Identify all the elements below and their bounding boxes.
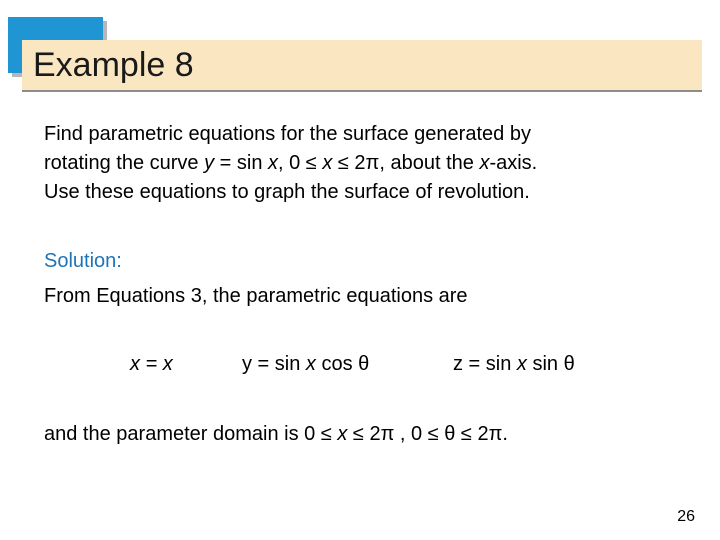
problem-line-2-part: = sin: [214, 152, 269, 174]
equation-z: [453, 350, 575, 379]
var-x: x: [268, 152, 279, 174]
equation-x: [130, 350, 173, 379]
parameter-domain: [44, 420, 508, 449]
problem-line-2-part: , 0 ≤: [278, 152, 323, 174]
var-y: y: [204, 152, 215, 174]
page-number: 26: [677, 508, 695, 525]
var-x: x: [305, 353, 316, 375]
equation-z-part: sin θ: [526, 353, 575, 375]
domain-part: and the parameter domain is 0 ≤: [44, 423, 338, 445]
problem-line-2-part: -axis.: [489, 152, 538, 174]
problem-line-1: Find parametric equations for the surface generated by: [44, 123, 531, 145]
solution-intro: From Equations 3, the parametric equations are: [44, 285, 468, 307]
var-x: x: [479, 152, 490, 174]
problem-line-2-part: rotating the curve: [44, 152, 205, 174]
problem-line-2: [44, 149, 537, 178]
var-x: x: [322, 152, 333, 174]
var-x: x: [516, 353, 527, 375]
equation-x-text: x = x: [130, 353, 173, 375]
var-x: x: [337, 423, 348, 445]
solution-label: Solution:: [44, 250, 122, 272]
slide-title: Example 8: [33, 46, 194, 84]
problem-line-3: Use these equations to graph the surface of revolution.: [44, 181, 530, 203]
equation-y-part: cos θ: [315, 353, 370, 375]
domain-part: ≤ 2π , 0 ≤ θ ≤ 2π.: [347, 423, 508, 445]
equation-y-part: y = sin: [242, 353, 306, 375]
problem-line-2-part: ≤ 2π, about the: [332, 152, 480, 174]
equation-z-part: z = sin: [453, 353, 517, 375]
equation-y: [242, 350, 369, 379]
